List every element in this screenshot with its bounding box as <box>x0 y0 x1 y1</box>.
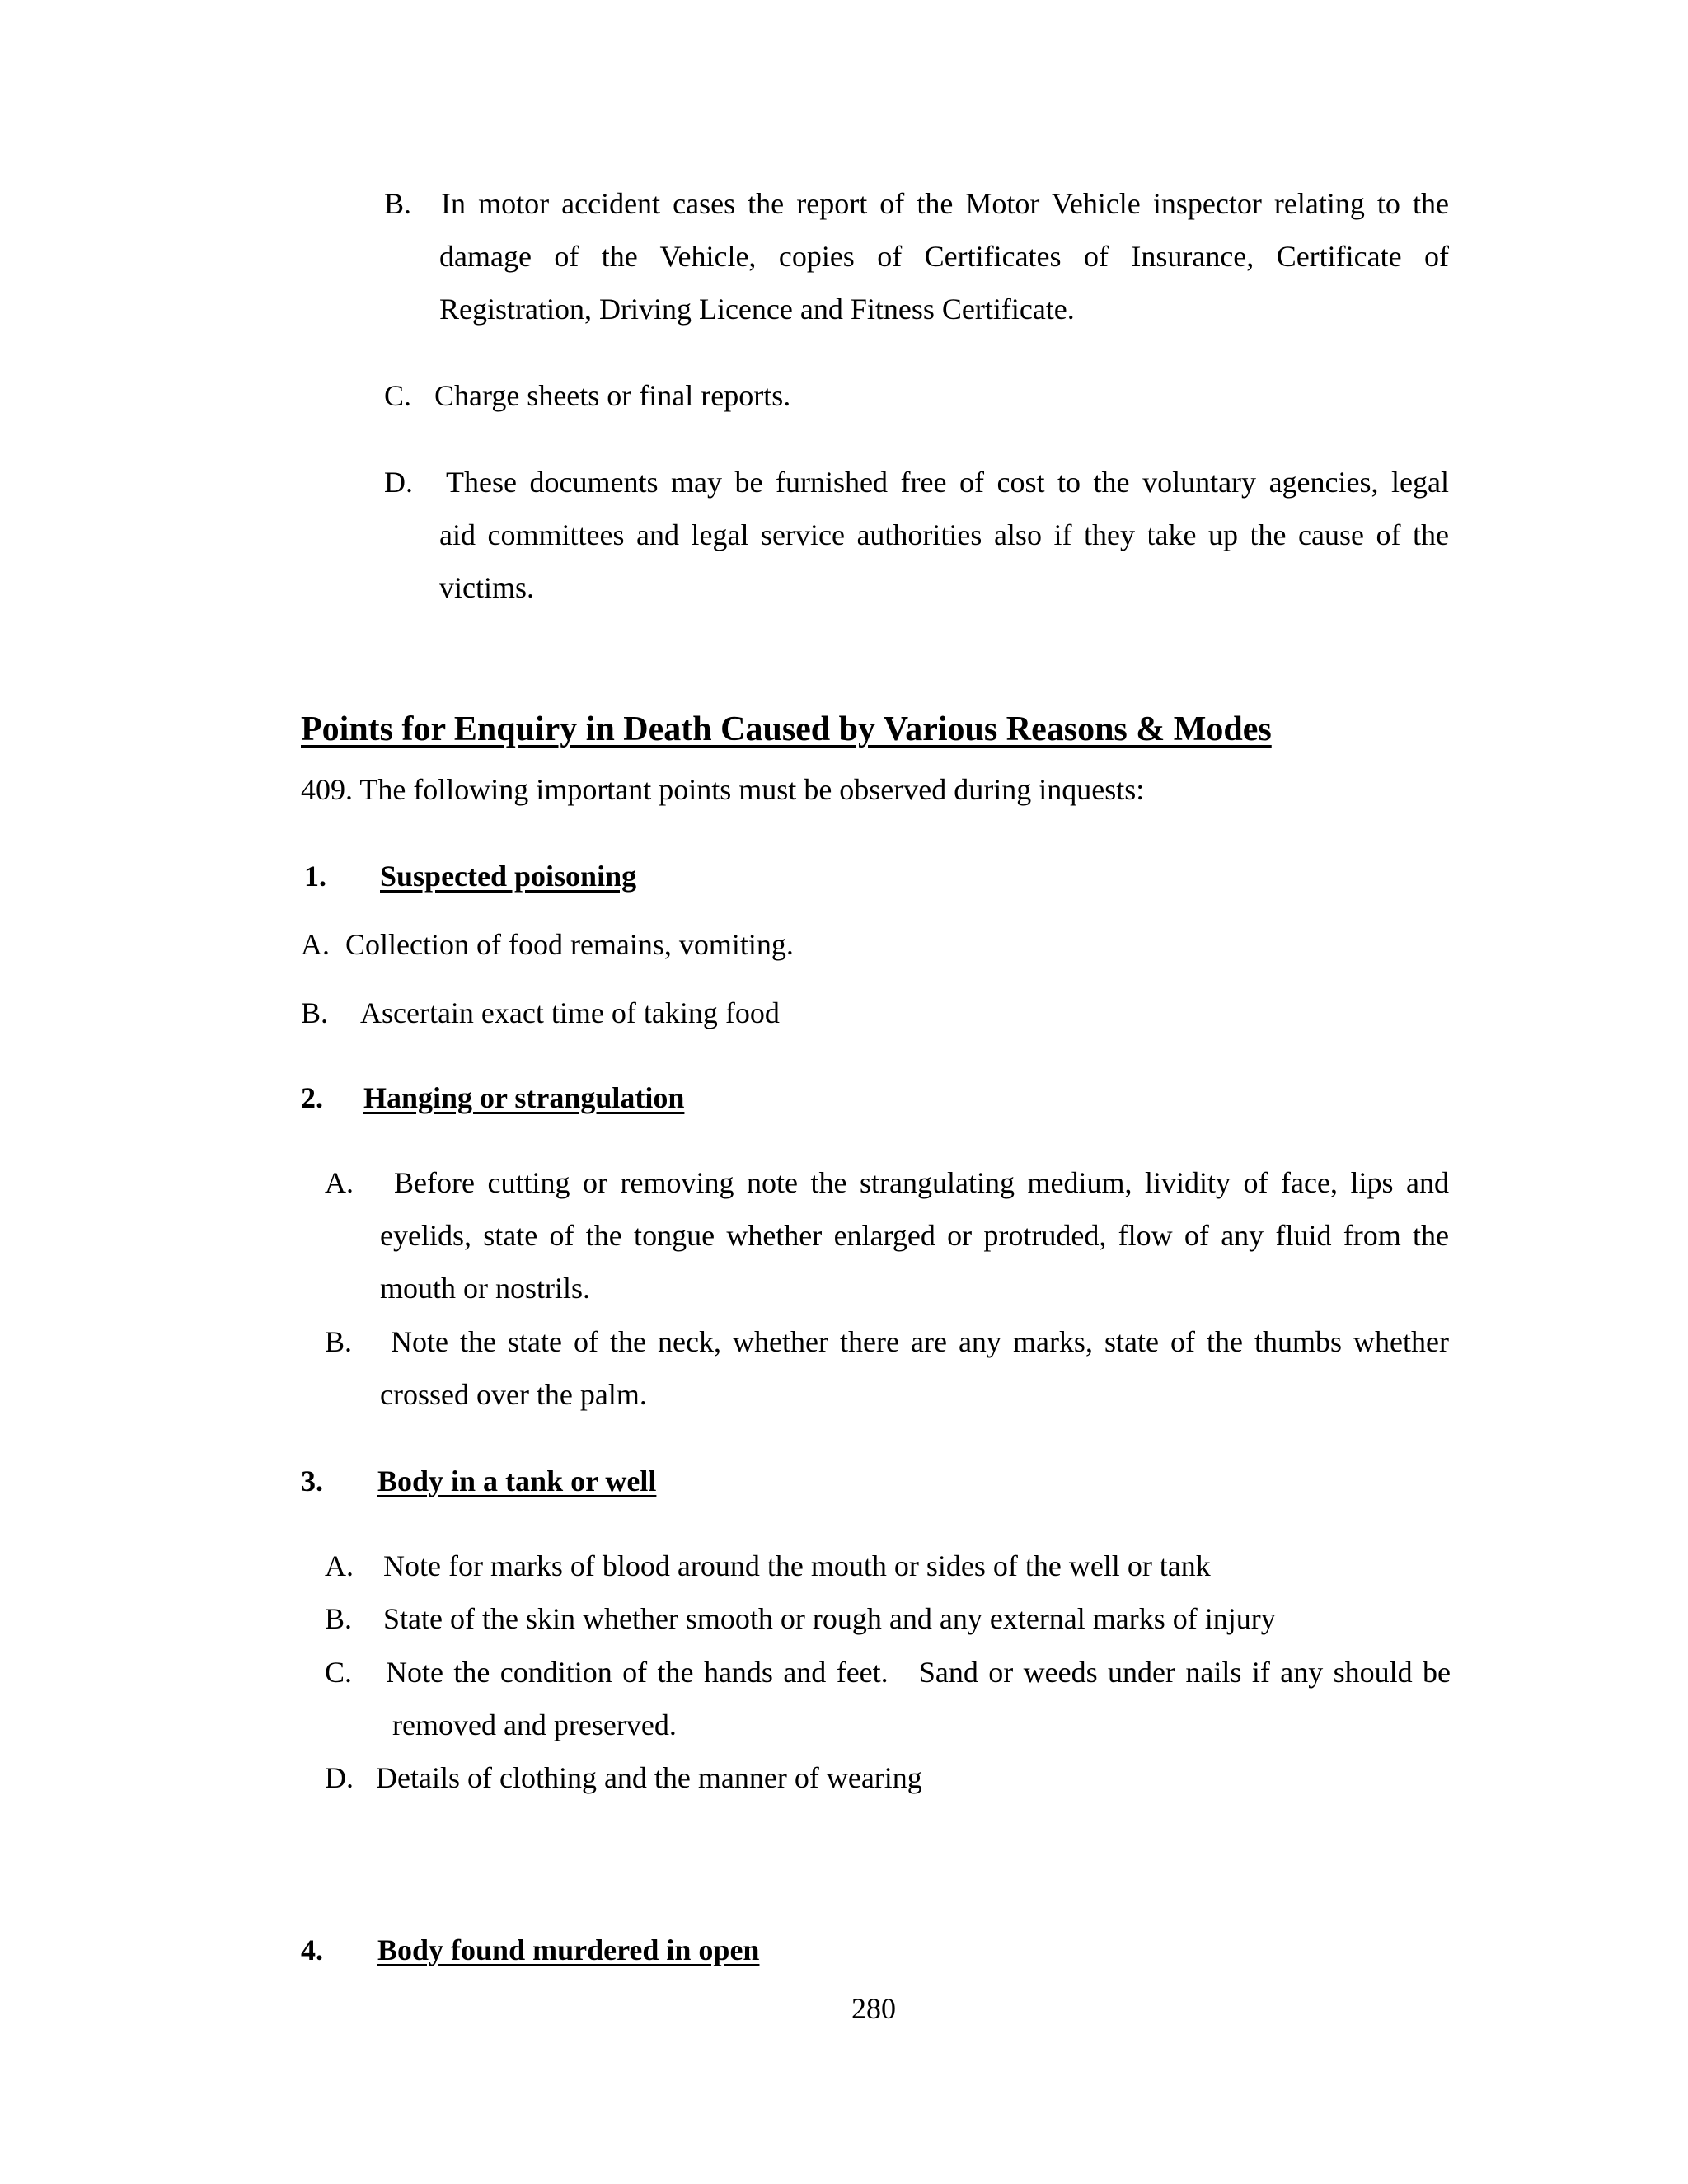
item-text-line: Ascertain exact time of taking food <box>360 996 780 1029</box>
item-text-line: Before cutting or removing note the strangulating medium, lividity of face, lips and <box>394 1166 1449 1199</box>
intro-paragraph: 409. The following important points must be observed during inquests: <box>301 773 1145 806</box>
item-letter: B. <box>384 187 412 220</box>
page-number: 280 <box>851 1992 896 2025</box>
section-number: 3. <box>301 1465 323 1497</box>
item-text-line: removed and preserved. <box>392 1708 677 1741</box>
item-text-line: Registration, Driving Licence and Fitness Certificate. <box>439 293 1075 326</box>
item-text-line: Charge sheets or final reports. <box>434 379 791 412</box>
item-text-line: State of the skin whether smooth or rough and any external marks of injury <box>383 1602 1276 1635</box>
item-text-line: mouth or nostrils. <box>380 1272 591 1305</box>
item-letter: C. <box>384 379 412 412</box>
item-letter: D. <box>384 466 413 499</box>
section-heading: Points for Enquiry in Death Caused by Various Reasons & Modes <box>301 710 1272 748</box>
item-text-line: Note the condition of the hands and feet. Sand or weeds under nails if any should be <box>386 1656 1451 1689</box>
item-letter: D. <box>325 1761 354 1794</box>
item-text-line: Note for marks of blood around the mouth or sides of the well or tank <box>383 1549 1211 1582</box>
section-number: 1. <box>304 860 326 893</box>
item-letter: A. <box>301 928 330 961</box>
item-text-line: eyelids, state of the tongue whether enlarged or protruded, flow of any fluid from the <box>380 1219 1449 1252</box>
section-number: 2. <box>301 1081 323 1114</box>
item-letter: A. <box>325 1166 354 1199</box>
item-text-line: In motor accident cases the report of the Motor Vehicle inspector relating to the <box>441 187 1449 220</box>
item-letter: B. <box>325 1325 353 1358</box>
section-title: Body found murdered in open <box>377 1933 760 1966</box>
item-text-line: victims. <box>439 571 534 604</box>
section-title: Body in a tank or well <box>377 1465 657 1497</box>
item-text-line: damage of the Vehicle, copies of Certificates of Insurance, Certificate of <box>439 240 1449 273</box>
item-text-line: Details of clothing and the manner of wearing <box>376 1761 922 1794</box>
section-title: Suspected poisoning <box>380 860 637 893</box>
item-text-line: aid committees and legal service authorities also if they take up the cause of the <box>439 518 1449 551</box>
item-letter: C. <box>325 1656 353 1689</box>
item-letter: B. <box>325 1602 353 1635</box>
item-letter: B. <box>301 996 329 1029</box>
item-text-line: Note the state of the neck, whether there are any marks, state of the thumbs whether <box>391 1325 1449 1358</box>
item-text-line: These documents may be furnished free of cost to the voluntary agencies, legal <box>446 466 1449 499</box>
item-letter: A. <box>325 1549 354 1582</box>
section-number: 4. <box>301 1933 323 1966</box>
item-text-line: Collection of food remains, vomiting. <box>345 928 794 961</box>
item-text-line: crossed over the palm. <box>380 1378 647 1411</box>
section-title: Hanging or strangulation <box>363 1081 685 1114</box>
